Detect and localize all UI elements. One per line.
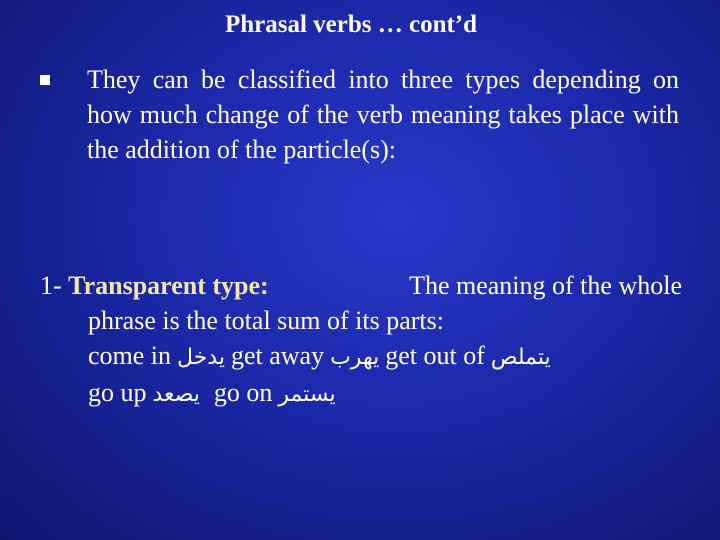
example-en: go on [213, 378, 273, 407]
transparent-type-section [40, 268, 682, 412]
example-ar: يهرب [330, 345, 380, 370]
example-en: get out of [385, 341, 485, 370]
example-en: come in [88, 341, 172, 370]
bullet-text: They can be classified into three types depending on how much change of the verb meaning takes place with the addition of the particle(s): [87, 65, 679, 164]
section-heading-rest: The meaning of the whole [409, 271, 682, 300]
type-label: Transparent type: [68, 271, 269, 300]
section-heading-lead [40, 268, 269, 303]
examples-row-2 [40, 375, 682, 412]
section-number: 1- [40, 271, 62, 300]
section-line-2: phrase is the total sum of its parts: [88, 306, 445, 335]
example-en: get away [230, 341, 325, 370]
example-ar: يصعد [152, 382, 200, 407]
section-heading-line [40, 268, 682, 303]
square-bullet-icon [40, 75, 50, 85]
slide-title: Phrasal verbs … cont’d [224, 11, 478, 38]
example-ar: يدخل [177, 345, 225, 370]
example-ar: يستمر [278, 382, 336, 407]
example-en: go up [88, 378, 147, 407]
examples-row-1 [40, 338, 682, 375]
example-ar: يتملص [490, 345, 551, 370]
